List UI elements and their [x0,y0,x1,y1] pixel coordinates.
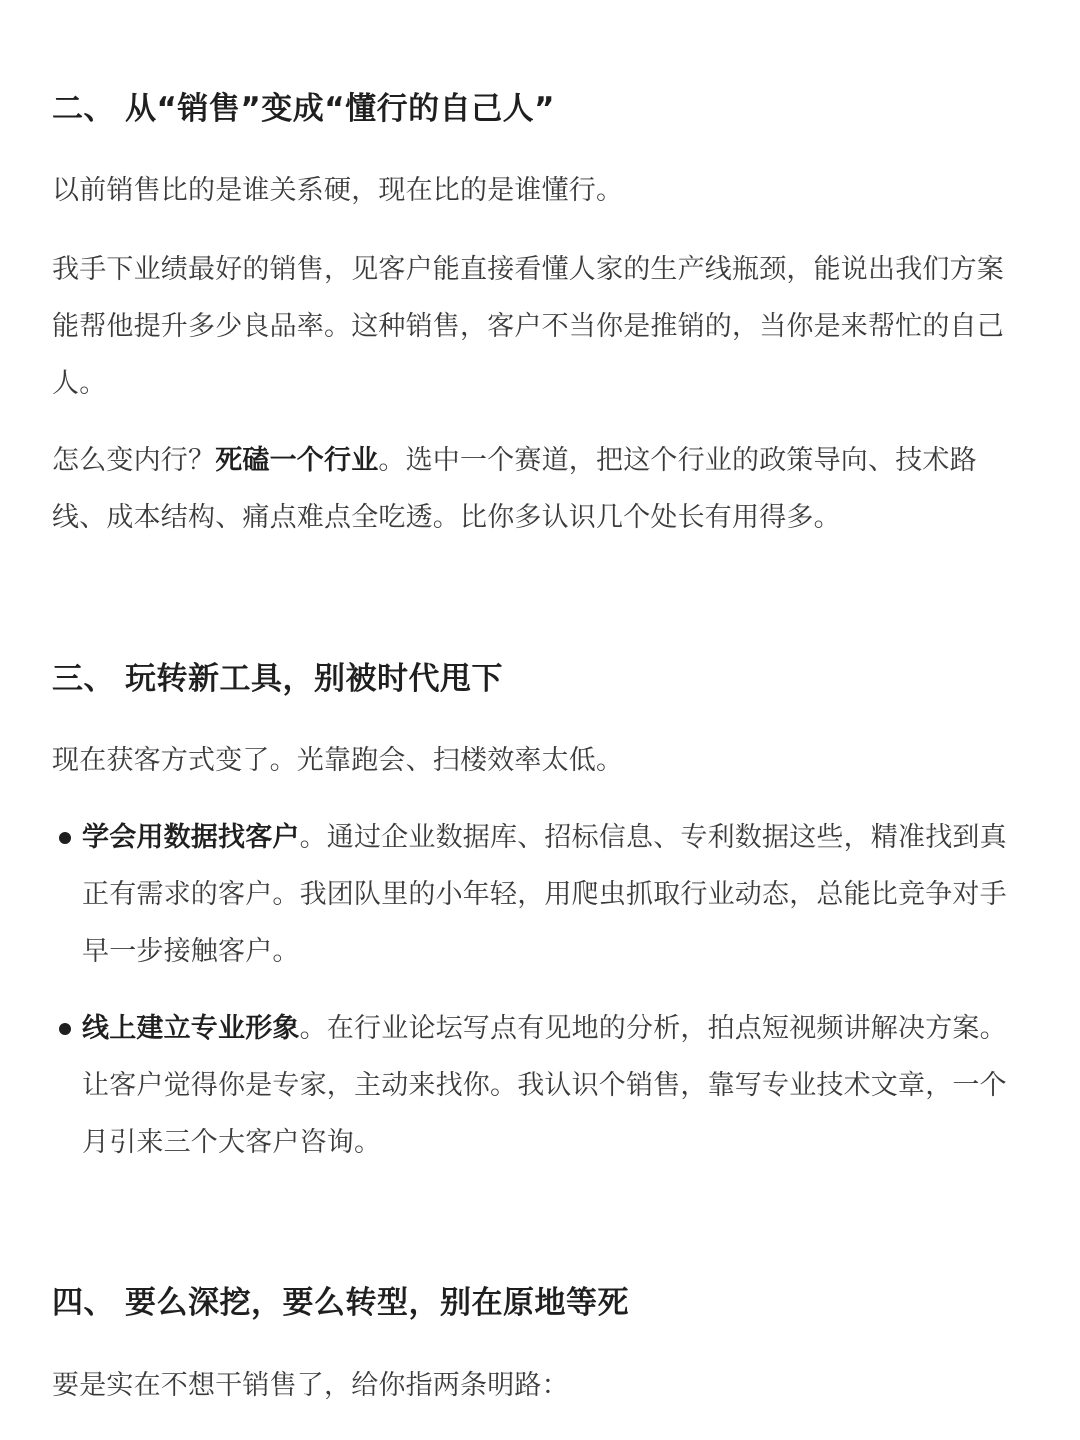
bullet-icon [59,1023,71,1035]
paragraph-lead: 怎么变内行？ [52,445,216,476]
list-item-rest: 。在行业论坛写点有见地的分析，拍点短视频讲解决方案。让客户觉得你是专家，主动来找你。我认识个销售，靠写专业技术文章，一个月引来三个大客户咨询。 [82,1013,1007,1158]
list-item-emphasis: 线上建立专业形象 [82,1013,300,1044]
section-number: 三、 [52,661,115,697]
section-title: 玩转新工具，别被时代甩下 [125,661,503,697]
paragraph-rest: 。选中一个赛道，把这个行业的政策导向、技术路线、成本结构、痛点难点全吃透。比你多认识几个处长有用得多。 [52,445,977,533]
list-item-emphasis: 学会用数据找客户 [82,822,300,853]
section-heading-2 [52,89,555,129]
bullet-icon [59,832,71,844]
paragraph: 现在获客方式变了。光靠跑会、扫楼效率太低。 [52,745,624,776]
list-item-text [82,1000,1012,1171]
paragraph: 要是实在不想干销售了，给你指两条明路： [52,1370,569,1401]
section-heading-4 [52,1283,629,1323]
paragraph: 我手下业绩最好的销售，见客户能直接看懂人家的生产线瓶颈，能说出我们方案能帮他提升多少良品率。这种销售，客户不当你是推销的，当你是来帮忙的自己人。 [52,254,1004,399]
paragraph-emphasis: 死磕一个行业 [215,445,379,476]
section-title: 要么深挖，要么转型，别在原地等死 [125,1285,629,1321]
section-title: 从“销售”变成“懂行的自己人” [125,91,555,127]
paragraph: 以前销售比的是谁关系硬，现在比的是谁懂行。 [52,175,624,206]
list-item [52,809,1012,980]
paragraph [52,432,1012,546]
list-item-rest: 。通过企业数据库、招标信息、专利数据这些，精准找到真正有需求的客户。我团队里的小年轻，用爬虫抓取行业动态，总能比竞争对手早一步接触客户。 [82,822,1007,967]
section-number: 四、 [52,1285,115,1321]
list-item [52,1000,1012,1171]
section-number: 二、 [52,91,115,127]
section-heading-3 [52,659,503,699]
list-item-text [82,809,1012,980]
